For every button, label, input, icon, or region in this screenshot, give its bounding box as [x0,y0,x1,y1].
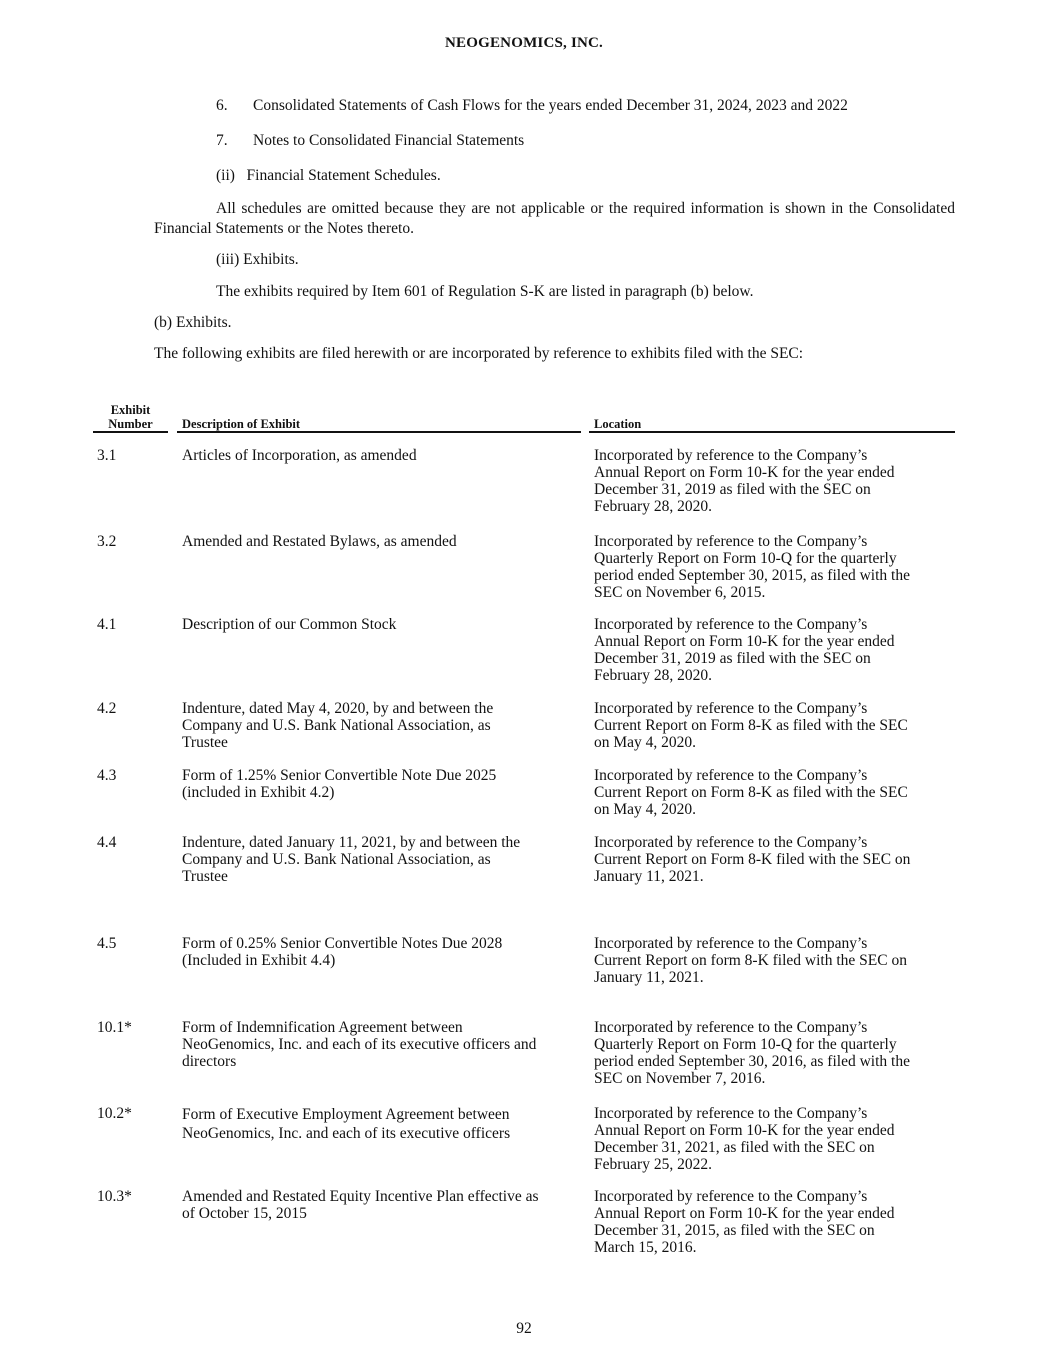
b-exhibits-heading: (b) Exhibits. [154,314,232,331]
list-item-number: 6. [216,97,228,114]
exhibit-number: 10.2* [97,1105,132,1122]
header-description: Description of Exhibit [182,417,301,431]
exhibit-description: Form of Indemnification Agreement between NeoGenomics, Inc. and each of its executive officers and directors [182,1019,537,1070]
exhibit-number: 4.4 [97,834,117,851]
exhibit-location: Incorporated by reference to the Company’s Current Report on Form 8-K as filed with the SEC on May 4, 2020. [594,767,908,818]
list-item-number: 7. [216,132,228,149]
exhibit-location: Incorporated by reference to the Company’s Annual Report on Form 10-K for the year ended December 31, 2019 as filed with the SEC on February 28, 2020. [594,447,895,515]
exhibits-paragraph: The exhibits required by Item 601 of Regulation S-K are listed in paragraph (b) below. [216,283,754,300]
exhibit-description: Form of 1.25% Senior Convertible Note Due 2025 (included in Exhibit 4.2) [182,767,497,801]
exhibit-location: Incorporated by reference to the Company’s Annual Report on Form 10-K for the year ended December 31, 2019 as filed with the SEC on February 28, 2020. [594,616,895,684]
exhibit-number: 4.1 [97,616,117,633]
exhibit-description: Form of Executive Employment Agreement between NeoGenomics, Inc. and each of its executive officers [182,1106,511,1142]
exhibit-location: Incorporated by reference to the Company’s Annual Report on Form 10-K for the year ended December 31, 2021, as filed with the SEC on February 25, 2022. [594,1105,895,1173]
exhibit-number: 3.2 [97,533,117,550]
list-item-7 [216,131,524,151]
header-rule-location [589,431,955,433]
exhibit-description: Indenture, dated May 4, 2020, by and between the Company and U.S. Bank National Association, as Trustee [182,700,494,751]
exhibit-description: Description of our Common Stock [182,616,397,633]
schedules-heading: (ii) Financial Statement Schedules. [216,167,441,184]
exhibit-number: 10.1* [97,1019,132,1036]
list-item-text: Notes to Consolidated Financial Statements [253,132,525,149]
header-exhibit-number [93,403,168,431]
header-rule-description [177,431,581,433]
exhibit-number: 4.2 [97,700,117,717]
b-exhibits-paragraph: The following exhibits are filed herewith or are incorporated by reference to exhibits filed with the SEC: [154,345,804,362]
exhibit-description: Articles of Incorporation, as amended [182,447,417,464]
exhibit-description: Amended and Restated Equity Incentive Plan effective as of October 15, 2015 [182,1188,539,1222]
exhibit-location: Incorporated by reference to the Company’s Current Report on Form 8-K as filed with the SEC on May 4, 2020. [594,700,908,751]
schedules-paragraph: All schedules are omitted because they are not applicable or the required information is shown in the Consolidated Financial Statements or the Notes thereto. [154,200,955,237]
exhibit-number: 3.1 [97,447,117,464]
exhibit-location: Incorporated by reference to the Company’s Quarterly Report on Form 10-Q for the quarterly period ended September 30, 2015, as filed with the SEC on November 6, 2015. [594,533,910,601]
exhibit-location: Incorporated by reference to the Company’s Annual Report on Form 10-K for the year ended December 31, 2015, as filed with the SEC on March 15, 2016. [594,1188,895,1256]
list-item-text: Consolidated Statements of Cash Flows for the years ended December 31, 2024, 2023 and 2022 [253,97,848,114]
exhibit-description: Indenture, dated January 11, 2021, by and between the Company and U.S. Bank National Association, as Trustee [182,834,521,885]
header-exhibit-line1: Exhibit [110,403,151,417]
company-header: NEOGENOMICS, INC. [445,35,603,51]
exhibit-number: 4.5 [97,935,117,952]
exhibit-location: Incorporated by reference to the Company’s Quarterly Report on Form 10-Q for the quarterly period ended September 30, 2016, as filed with the SEC on November 7, 2016. [594,1019,910,1087]
header-location: Location [594,417,642,431]
list-item-6 [216,96,848,116]
page-number: 92 [516,1320,532,1337]
exhibit-number: 4.3 [97,767,117,784]
exhibit-description: Form of 0.25% Senior Convertible Notes Due 2028 (Included in Exhibit 4.4) [182,935,503,969]
exhibit-location: Incorporated by reference to the Company’s Current Report on form 8-K filed with the SEC on January 11, 2021. [594,935,907,986]
exhibits-heading: (iii) Exhibits. [216,251,299,268]
header-rule-number [93,431,168,433]
exhibit-description: Amended and Restated Bylaws, as amended [182,533,457,550]
exhibit-location: Incorporated by reference to the Company’s Current Report on Form 8-K filed with the SEC on January 11, 2021. [594,834,911,885]
header-exhibit-line2: Number [108,417,153,431]
exhibit-number: 10.3* [97,1188,132,1205]
